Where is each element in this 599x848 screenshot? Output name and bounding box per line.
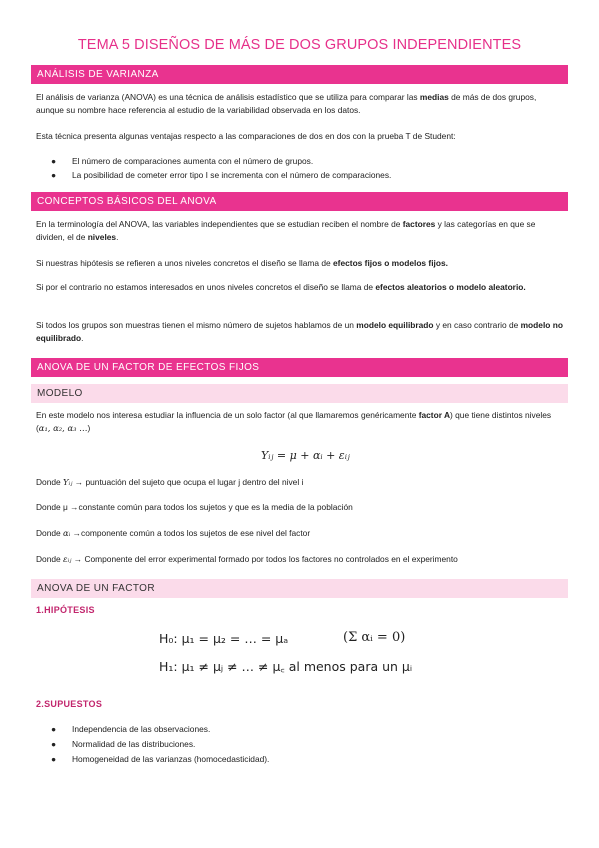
subsection-header-anova-factor: ANOVA DE UN FACTOR [31,579,568,598]
null-hypothesis: H₀: μ₁ = μ₂ = … = μₐ [159,631,289,646]
definition-yij: Donde Yᵢⱼ → puntuación del sujeto que ocupa el lugar j dentro del nivel i [36,477,304,487]
model-equation: Yᵢⱼ = μ + αᵢ + εᵢⱼ [261,449,350,462]
paragraph-modelo-intro: En este modelo nos interesa estudiar la influencia de un solo factor (al que llamaremos genéricamente factor A) que tiene distintos niveles (α₁, α₂, α₃ …) [36,410,552,433]
section-header-conceptos: CONCEPTOS BÁSICOS DEL ANOVA [31,192,568,211]
bullet-icon: ● [51,739,57,749]
section-header-anova: ANÁLISIS DE VARIANZA [31,65,568,84]
document-page: TEMA 5 DISEÑOS DE MÁS DE DOS GRUPOS INDEPENDIENTES ANÁLISIS DE VARIANZA El análisis de varianza (ANOVA) es una técnica de análisis estadístico que se utiliza para comparar las medias de más de dos grupos, aunque su nombre hace referencia al estudio de la variabilidad observada en los datos. Esta técnica presenta algunas ventajas respecto a las comparaciones de dos en dos con la prueba T de Student: ● El número de comparaciones aumenta con el número de grupos. ● La posibilidad de cometer error tipo I se incrementa con el número de comparaciones. CONCEPTOS BÁSICOS DEL ANOVA En la terminología del ANOVA, las variables independientes que se estudian reciben el nombre de factores y las categorías en que se dividen, el de niveles. Si nuestras hipótesis se refieren a unos niveles concretos el diseño se llama de efectos fijos o modelos fijos. Si por el contrario no estamos interesados en unos niveles concretos el diseño se llama de efectos aleatorios o modelo aleatorio. Si todos los grupos son muestras tienen el mismo número de sujetos hablamos de un modelo equilibrado y en caso contrario de modelo no equilibrado. ANOVA DE UN FACTOR DE EFECTOS FIJOS MODELO En este modelo nos interesa estudiar la influencia de un solo factor (al que llamaremos genéricamente factor A) que tiene distintos niveles (α₁, α₂, α₃ …) Yᵢⱼ = μ + αᵢ + εᵢⱼ Donde Yᵢⱼ → puntuación del sujeto que ocupa el lugar j dentro del nivel i Donde μ →constante común para todos los sujetos y que es la media de la población Donde αᵢ →componente común a todos los sujetos de ese nivel del factor Donde εᵢⱼ → Componente del error experimental formado por todos los factores no controlados en el experimento ANOVA DE UN FACTOR 1.HIPÓTESIS H₀: μ₁ = μ₂ = … = μₐ (Σ αᵢ = 0) H₁: μ₁ ≠ μⱼ ≠ … ≠ μ꜀ al menos para un μᵢ 2.SUPUESTOS ● Independencia de las observaciones. ● Normalidad de las distribuciones. ● Homogeneidad de las varianzas (homocedasticidad). [0,0,599,848]
heading-supuestos: 2.SUPUESTOS [36,699,103,709]
definition-alpha: Donde αᵢ →componente común a todos los sujetos de ese nivel del factor [36,528,311,538]
definition-epsilon: Donde εᵢⱼ → Componente del error experimental formado por todos los factores no controlados en el experimento [36,554,458,564]
heading-hipotesis: 1.HIPÓTESIS [36,605,95,615]
paragraph-anova-definition: El análisis de varianza (ANOVA) es una técnica de análisis estadístico que se utiliza para comparar las medias de más de dos grupos, aunque su nombre hace referencia al estudio de la variabilidad observada en los datos. [36,92,537,115]
subsection-header-modelo: MODELO [31,384,568,403]
page-title: TEMA 5 DISEÑOS DE MÁS DE DOS GRUPOS INDEPENDIENTES [77,37,522,53]
paragraph-efectos-fijos: Si nuestras hipótesis se refieren a unos niveles concretos el diseño se llama de efectos fijos o modelos fijos. [36,258,448,268]
bullet-icon: ● [51,724,57,734]
paragraph-anova-advantages: Esta técnica presenta algunas ventajas respecto a las comparaciones de dos en dos con la prueba T de Student: [36,131,456,141]
paragraph-modelo-equilibrado: Si todos los grupos son muestras tienen el mismo número de sujetos hablamos de un modelo equilibrado y en caso contrario de modelo no equilibrado. [36,320,563,343]
paragraph-factores-niveles: En la terminología del ANOVA, las variables independientes que se estudian reciben el nombre de factores y las categorías en que se dividen, el de niveles. [36,219,536,242]
null-hypothesis-constraint: (Σ αᵢ = 0) [343,630,406,645]
paragraph-efectos-aleatorios: Si por el contrario no estamos interesados en unos niveles concretos el diseño se llama de efectos aleatorios o modelo aleatorio. [36,282,526,292]
definition-mu: Donde μ →constante común para todos los sujetos y que es la media de la población [36,502,353,512]
section-header-factor-fijo: ANOVA DE UN FACTOR DE EFECTOS FIJOS [31,358,568,377]
bullet-icon: ● [51,156,57,166]
alternative-hypothesis: H₁: μ₁ ≠ μⱼ ≠ … ≠ μ꜀ al menos para un μᵢ [159,659,413,674]
bullet-icon: ● [51,170,57,180]
bullet-icon: ● [51,754,57,764]
